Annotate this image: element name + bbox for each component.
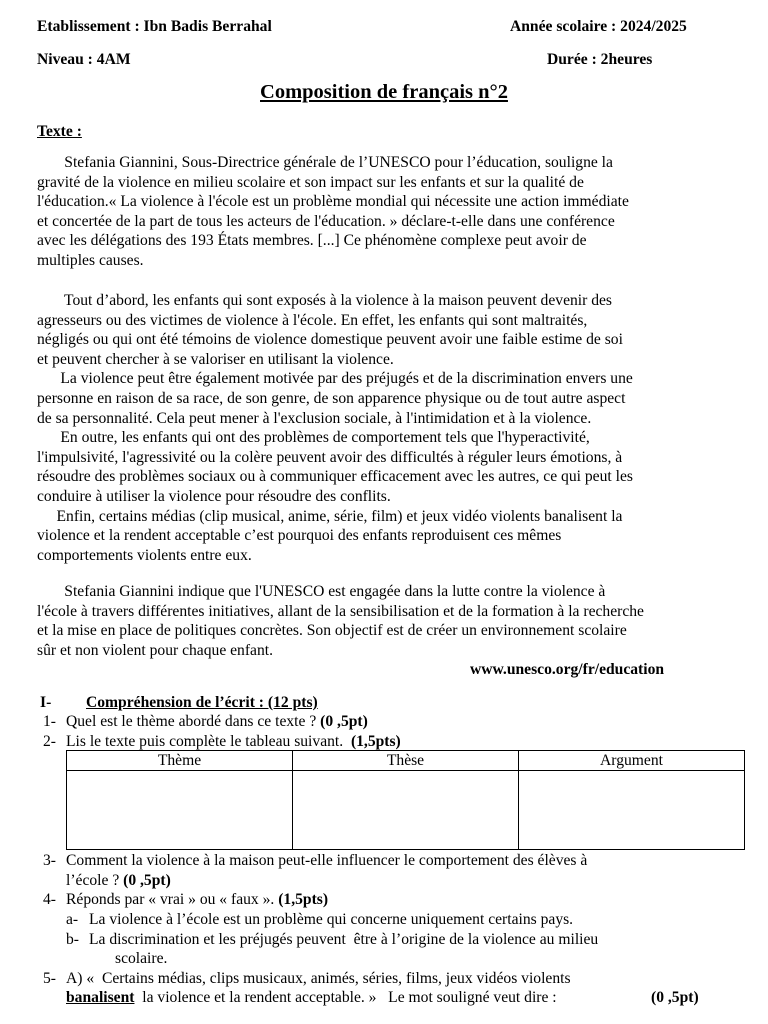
text-line: et la mise en place de politiques concrètes. Son objectif est de créer un environnement scolaire xyxy=(37,622,627,640)
table-header-argument: Argument xyxy=(519,751,745,771)
question-5-line2 xyxy=(66,988,557,1008)
text-line: conduire à utiliser la violence pour résoudre des conflits. xyxy=(37,487,391,505)
question-1 xyxy=(66,712,368,732)
text-line: de sa personnalité. Cela peut mener à l'exclusion sociale, à l'intimidation et à la violence. xyxy=(37,409,592,427)
table-header-these: Thèse xyxy=(293,751,519,771)
text-line: Enfin, certains médias (clip musical, anime, série, film) et jeux vidéo violents banalisent la xyxy=(37,507,623,525)
underlined-word: banalisent xyxy=(66,989,135,1006)
question-3-text: Comment la violence à la maison peut-elle influencer le comportement des élèves à xyxy=(66,852,588,869)
text-line: La violence peut être également motivée par des préjugés et de la discrimination envers une xyxy=(37,370,633,388)
question-2-text: Lis le texte puis complète le tableau suivant. xyxy=(66,733,351,750)
table-cell-argument[interactable] xyxy=(519,771,745,850)
question-5-points: (0 ,5pt) xyxy=(651,989,699,1006)
school-year: Année scolaire : 2024/2025 xyxy=(510,18,687,35)
table-header-theme: Thème xyxy=(67,751,293,771)
question-4b-text2: scolaire. xyxy=(115,950,168,967)
question-4-number: 4- xyxy=(43,891,56,908)
table-cell-theme[interactable] xyxy=(67,771,293,850)
text-label: Texte : xyxy=(37,123,82,140)
text-line: agresseurs ou des victimes de violence à l'école. En effet, les enfants qui sont maltraités, xyxy=(37,311,588,329)
level: Niveau : 4AM xyxy=(37,51,131,68)
paragraph-1 xyxy=(37,153,737,271)
text-line: l'école à travers différentes initiatives, allant de la sensibilisation et de la formation à la recherche xyxy=(37,602,644,620)
text-line: multiples causes. xyxy=(37,251,144,269)
question-3-points: (0 ,5pt) xyxy=(123,872,171,889)
text-line: avec les délégations des 193 États membres. [...] Ce phénomène complexe peut avoir de xyxy=(37,232,587,250)
page-title: Composition de français n°2 xyxy=(260,81,508,103)
text-line: Stefania Giannini indique que l'UNESCO est engagée dans la lutte contre la violence à xyxy=(37,583,606,600)
question-1-points: (0 ,5pt) xyxy=(320,713,368,730)
text-line: En outre, les enfants qui ont des problèmes de comportement tels que l'hyperactivité, xyxy=(37,429,590,447)
answer-table xyxy=(66,750,745,850)
question-3-text2: l’école ? xyxy=(66,872,124,889)
paragraph-3 xyxy=(37,582,737,660)
question-1-text: Quel est le thème abordé dans ce texte ? xyxy=(66,713,321,730)
section-title: Compréhension de l’écrit : (12 pts) xyxy=(86,694,318,711)
question-5-text: A) « Certains médias, clips musicaux, animés, séries, films, jeux vidéos violents xyxy=(66,970,571,987)
duration: Durée : 2heures xyxy=(547,51,653,68)
question-1-number: 1- xyxy=(43,713,56,730)
source-link[interactable]: www.unesco.org/fr/education xyxy=(470,661,665,678)
question-4a-label: a- xyxy=(66,911,79,928)
text-line: gravité de la violence en milieu scolaire et son impact sur les enfants et sur la qualité de xyxy=(37,173,584,191)
text-line: négligés ou qui ont été témoins de violence domestique peuvent avoir une faible estime de soi xyxy=(37,331,623,349)
question-4b-text: La discrimination et les préjugés peuvent être à l’origine de la violence au milieu xyxy=(89,931,599,948)
text-line: et peuvent chercher à se valoriser en utilisant la violence. xyxy=(37,350,394,368)
question-3-number: 3- xyxy=(43,852,56,869)
question-3-line2 xyxy=(66,871,171,891)
question-2-points: (1,5pts) xyxy=(350,733,401,750)
text-line: violence et la rendent acceptable c’est pourquoi des enfants reproduisent ces mêmes xyxy=(37,527,562,545)
text-line: personne en raison de sa race, de son genre, de son apparence physique ou de tout autre aspect xyxy=(37,389,626,407)
text-line: résoudre des problèmes sociaux ou à communiquer efficacement avec les autres, ce qui peut les xyxy=(37,468,633,486)
text-line: Stefania Giannini, Sous-Directrice générale de l’UNESCO pour l’éducation, souligne la xyxy=(37,154,613,171)
text-line: comportements violents entre eux. xyxy=(37,546,252,564)
table-cell-these[interactable] xyxy=(293,771,519,850)
text-line: l'impulsivité, l'agressivité ou la colère peuvent avoir des difficultés à réguler leurs émotions, à xyxy=(37,448,623,466)
question-4b-label: b- xyxy=(66,931,79,948)
question-2-number: 2- xyxy=(43,733,56,750)
question-4a-text: La violence à l’école est un problème qui concerne uniquement certains pays. xyxy=(89,911,574,928)
question-5-number: 5- xyxy=(43,970,56,987)
establishment: Etablissement : Ibn Badis Berrahal xyxy=(37,18,272,35)
text-line: et concertée de la part de tous les acteurs de l'éducation. » déclare-t-elle dans une conférence xyxy=(37,212,615,230)
question-4 xyxy=(66,890,328,910)
text-line: l'éducation.« La violence à l'école est un problème mondial qui nécessite une action immédiate xyxy=(37,193,629,211)
text-line: sûr et non violent pour chaque enfant. xyxy=(37,641,274,659)
paragraph-2 xyxy=(37,291,737,565)
question-2 xyxy=(66,732,401,752)
question-5-text2: la violence et la rendent acceptable. » Le mot souligné veut dire : xyxy=(134,989,557,1006)
question-4-points: (1,5pts) xyxy=(278,891,329,908)
section-number: I- xyxy=(40,694,52,711)
question-4-text: Réponds par « vrai » ou « faux ». xyxy=(66,891,279,908)
text-line: Tout d’abord, les enfants qui sont exposés à la violence à la maison peuvent devenir des xyxy=(37,292,613,309)
